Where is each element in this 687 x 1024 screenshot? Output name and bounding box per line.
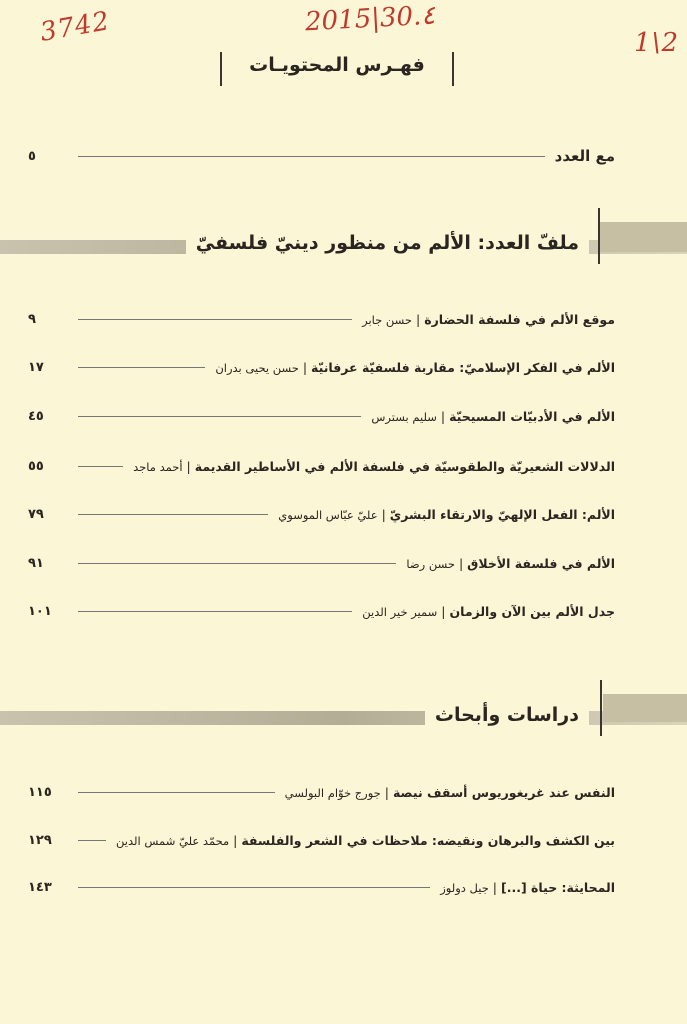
page-number: ١٤٣ [28, 879, 52, 895]
handwritten-date: 2015|30.٤ [304, 0, 436, 38]
entry-title: جدل الألم بين الآن والزمان [449, 603, 615, 619]
toc-row[interactable]: ١٠١ جدل الألم بين الآن والزمان | سمير خير الدين [28, 603, 615, 619]
section-heading: ملفّ العدد: الألم من منظور دينيّ فلسفيّ [186, 232, 589, 254]
entry-title: مع العدد [554, 147, 615, 165]
entry-author: محمّد عليّ شمس الدين [116, 833, 230, 848]
leader-line [78, 840, 106, 841]
page-number: ٥ [28, 148, 36, 164]
page-number: ٩١ [28, 555, 44, 571]
leader-line [78, 611, 352, 612]
page-title: فهـرس المحتويـات [249, 54, 425, 76]
leader-line [78, 887, 430, 888]
entry-title: بين الكشف والبرهان ونقيضه: ملاحظات في الشعر والفلسفة [241, 832, 615, 848]
entry-author: سليم بسترس [371, 409, 437, 424]
page-number: ٩ [28, 311, 36, 327]
section-rule [600, 680, 602, 736]
handwritten-number: 3742 [37, 6, 113, 48]
entry-author: أحمد ماجد [133, 459, 183, 474]
page-number: ١٧ [28, 359, 44, 375]
page-number: ٤٥ [28, 408, 44, 424]
page-number: ١١٥ [28, 784, 52, 800]
toc-row[interactable]: ١٤٣ المحايثة: حياة [...] | جيل دولوز [28, 879, 615, 895]
leader-line [78, 792, 275, 793]
leader-line [78, 416, 361, 417]
entry-title: الدلالات الشعيريّة والطقوسيّة في فلسفة الألم في الأساطير القديمة [194, 458, 615, 474]
entry-title: الألم: الفعل الإلهيّ والارتقاء البشريّ [389, 506, 615, 522]
leader-line [78, 319, 352, 320]
entry-author: سمير خير الدين [362, 604, 438, 619]
toc-row[interactable]: ١١٥ النفس عند غريغوريوس أسقف نيصة | جورج خوّام البولسي [28, 784, 615, 800]
toc-row[interactable]: ٩ موقع الألم في فلسفة الحضارة | حسن جابر [28, 311, 615, 327]
page-number: ١٢٩ [28, 832, 52, 848]
toc-row[interactable]: ٧٩ الألم: الفعل الإلهيّ والارتقاء البشريّ | عليّ عبّاس الموسوي [28, 506, 615, 522]
section-accent-block [599, 222, 687, 252]
leader-line [78, 367, 205, 368]
entry-author: جورج خوّام البولسي [284, 785, 381, 800]
entry-author: عليّ عبّاس الموسوي [278, 507, 378, 522]
entry-title: الألم في الأدبيّات المسيحيّة [449, 408, 615, 424]
handwritten-fraction: 1\2 [634, 28, 679, 58]
page-title-box [220, 52, 454, 86]
leader-line [78, 156, 545, 157]
page-number: ٥٥ [28, 458, 44, 474]
entry-title: الألم في الفكر الإسلاميّ: مقاربة فلسفيّة عرفانيّة [311, 359, 615, 375]
page-number: ١٠١ [28, 603, 52, 619]
entry-author: حسن جابر [362, 312, 413, 327]
section-rule [598, 208, 600, 264]
entry-title: الألم في فلسفة الأخلاق [467, 555, 615, 571]
toc-row[interactable]: ١٧ الألم في الفكر الإسلاميّ: مقاربة فلسفيّة عرفانيّة | حسن يحيى بدران [28, 359, 615, 375]
toc-row[interactable]: ١٢٩ بين الكشف والبرهان ونقيضه: ملاحظات في الشعر والفلسفة | محمّد عليّ شمس الدين [28, 832, 615, 848]
entry-author: جيل دولوز [440, 880, 489, 895]
leader-line [78, 514, 268, 515]
entry-author: حسن رضا [406, 556, 455, 571]
page-number: ٧٩ [28, 506, 44, 522]
section-heading: دراسات وأبحاث [425, 704, 589, 726]
toc-row[interactable]: ٤٥ الألم في الأدبيّات المسيحيّة | سليم بسترس [28, 408, 615, 424]
entry-title: النفس عند غريغوريوس أسقف نيصة [392, 784, 615, 800]
entry-title: المحايثة: حياة [...] [501, 879, 615, 895]
toc-row[interactable]: ٥٥ الدلالات الشعيريّة والطقوسيّة في فلسفة الألم في الأساطير القديمة | أحمد ماجد [28, 458, 615, 474]
section-accent-block [603, 694, 687, 722]
toc-row[interactable]: ٩١ الألم في فلسفة الأخلاق | حسن رضا [28, 555, 615, 571]
entry-title: موقع الألم في فلسفة الحضارة [424, 311, 615, 327]
leader-line [78, 563, 396, 564]
leader-line [78, 466, 123, 467]
entry-author: حسن يحيى بدران [215, 360, 299, 375]
toc-row-intro[interactable] [28, 142, 615, 170]
